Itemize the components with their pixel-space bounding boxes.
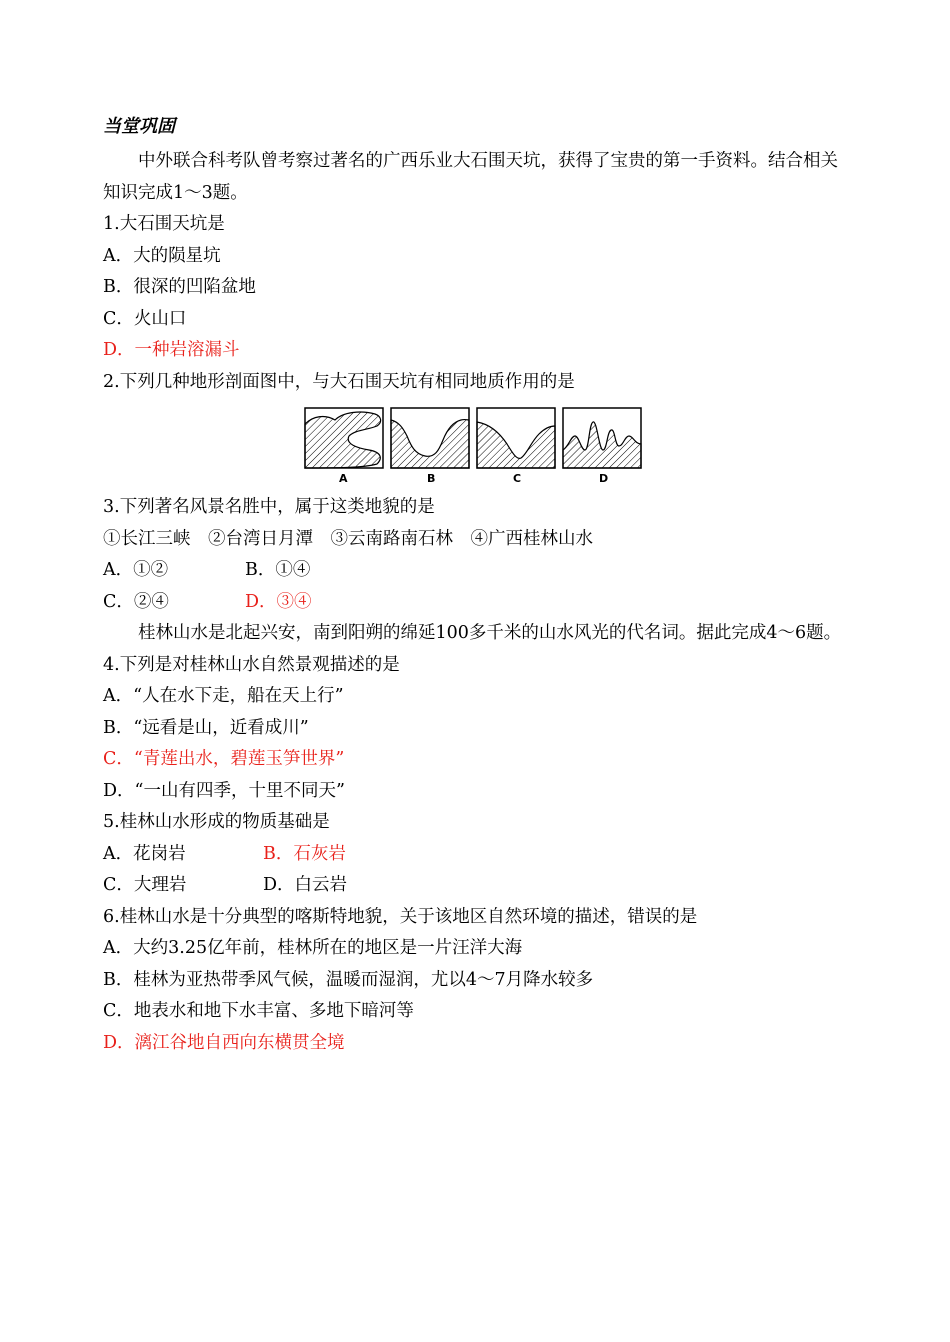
question-2-stem: 2.下列几种地形剖面图中，与大石围天坑有相同地质作用的是 bbox=[103, 371, 575, 392]
question-5-options-ab bbox=[103, 839, 848, 871]
question-3-option-c: C．②④ bbox=[103, 591, 169, 612]
question-5-option-a: A．花岗岩 bbox=[103, 843, 186, 864]
question-6-option-c: C．地表水和地下水丰富、多地下暗河等 bbox=[103, 1001, 414, 1021]
question-6-option-a: A．大约3.25亿年前，桂林所在的地区是一片汪洋大海 bbox=[103, 938, 523, 958]
question-4-option-a: A．“人在水下走，船在天上行” bbox=[103, 686, 344, 706]
question-3-option-d-answer: D．③④ bbox=[245, 591, 312, 612]
profile-label-d: D bbox=[599, 472, 609, 485]
question-3-option-a: A．①② bbox=[103, 560, 169, 580]
profile-b bbox=[391, 408, 469, 485]
profile-a bbox=[305, 408, 383, 485]
intro-paragraph-1: 中外联合科考队曾考察过著名的广西乐业大石围天坑，获得了宝贵的第一手资料。结合相关知识完成1～3题。 bbox=[103, 151, 838, 203]
question-1-option-b: B．很深的凹陷盆地 bbox=[103, 277, 256, 297]
question-4-option-d: D．“一山有四季，十里不同天” bbox=[103, 780, 345, 801]
section-title: 当堂巩固 bbox=[103, 116, 175, 137]
question-5-option-d: D．白云岩 bbox=[263, 875, 348, 895]
question-6-option-b: B．桂林为亚热带季风气候，温暖而湿润，尤以4～7月降水较多 bbox=[103, 969, 594, 990]
question-4-stem: 4.下列是对桂林山水自然景观描述的是 bbox=[103, 654, 400, 675]
question-3-stem: 3.下列著名风景名胜中，属于这类地貌的是 bbox=[103, 497, 435, 517]
question-6-option-d-answer: D．漓江谷地自西向东横贯全境 bbox=[103, 1032, 345, 1053]
profile-d bbox=[563, 408, 641, 485]
question-5-option-b-answer: B．石灰岩 bbox=[263, 843, 346, 864]
question-3-option-b: B．①④ bbox=[245, 560, 311, 580]
profile-label-c: C bbox=[513, 472, 522, 485]
question-1-option-a: A．大的陨星坑 bbox=[103, 245, 221, 266]
profile-c bbox=[477, 408, 555, 485]
question-1-option-c: C．火山口 bbox=[103, 308, 187, 329]
question-4-option-c-answer: C．“青莲出水，碧莲玉笋世界” bbox=[103, 749, 345, 769]
question-5-options-cd bbox=[103, 870, 848, 902]
question-4-option-b: B．“远看是山，近看成川” bbox=[103, 717, 309, 738]
question-1-stem: 1.大石围天坑是 bbox=[103, 214, 225, 234]
question-3-options-ab bbox=[103, 555, 848, 587]
profile-label-b: B bbox=[427, 472, 436, 485]
intro-paragraph-2: 桂林山水是北起兴安，南到阳朔的绵延100多千米的山水风光的代名词。据此完成4～6题。 bbox=[138, 623, 842, 643]
terrain-profiles-svg bbox=[303, 406, 645, 486]
question-1-option-d-answer: D．一种岩溶漏斗 bbox=[103, 340, 240, 360]
question-5-stem: 5.桂林山水形成的物质基础是 bbox=[103, 812, 330, 832]
question-5-option-c: C．大理岩 bbox=[103, 875, 187, 895]
question-3-items: ①长江三峡 ②台湾日月潭 ③云南路南石林 ④广西桂林山水 bbox=[103, 528, 593, 549]
question-6-stem: 6.桂林山水是十分典型的喀斯特地貌，关于该地区自然环境的描述，错误的是 bbox=[103, 906, 698, 927]
terrain-profile-figure bbox=[303, 406, 848, 486]
question-3-options-cd bbox=[103, 587, 848, 619]
document-page bbox=[103, 116, 848, 1059]
profile-label-a: A bbox=[339, 472, 348, 485]
